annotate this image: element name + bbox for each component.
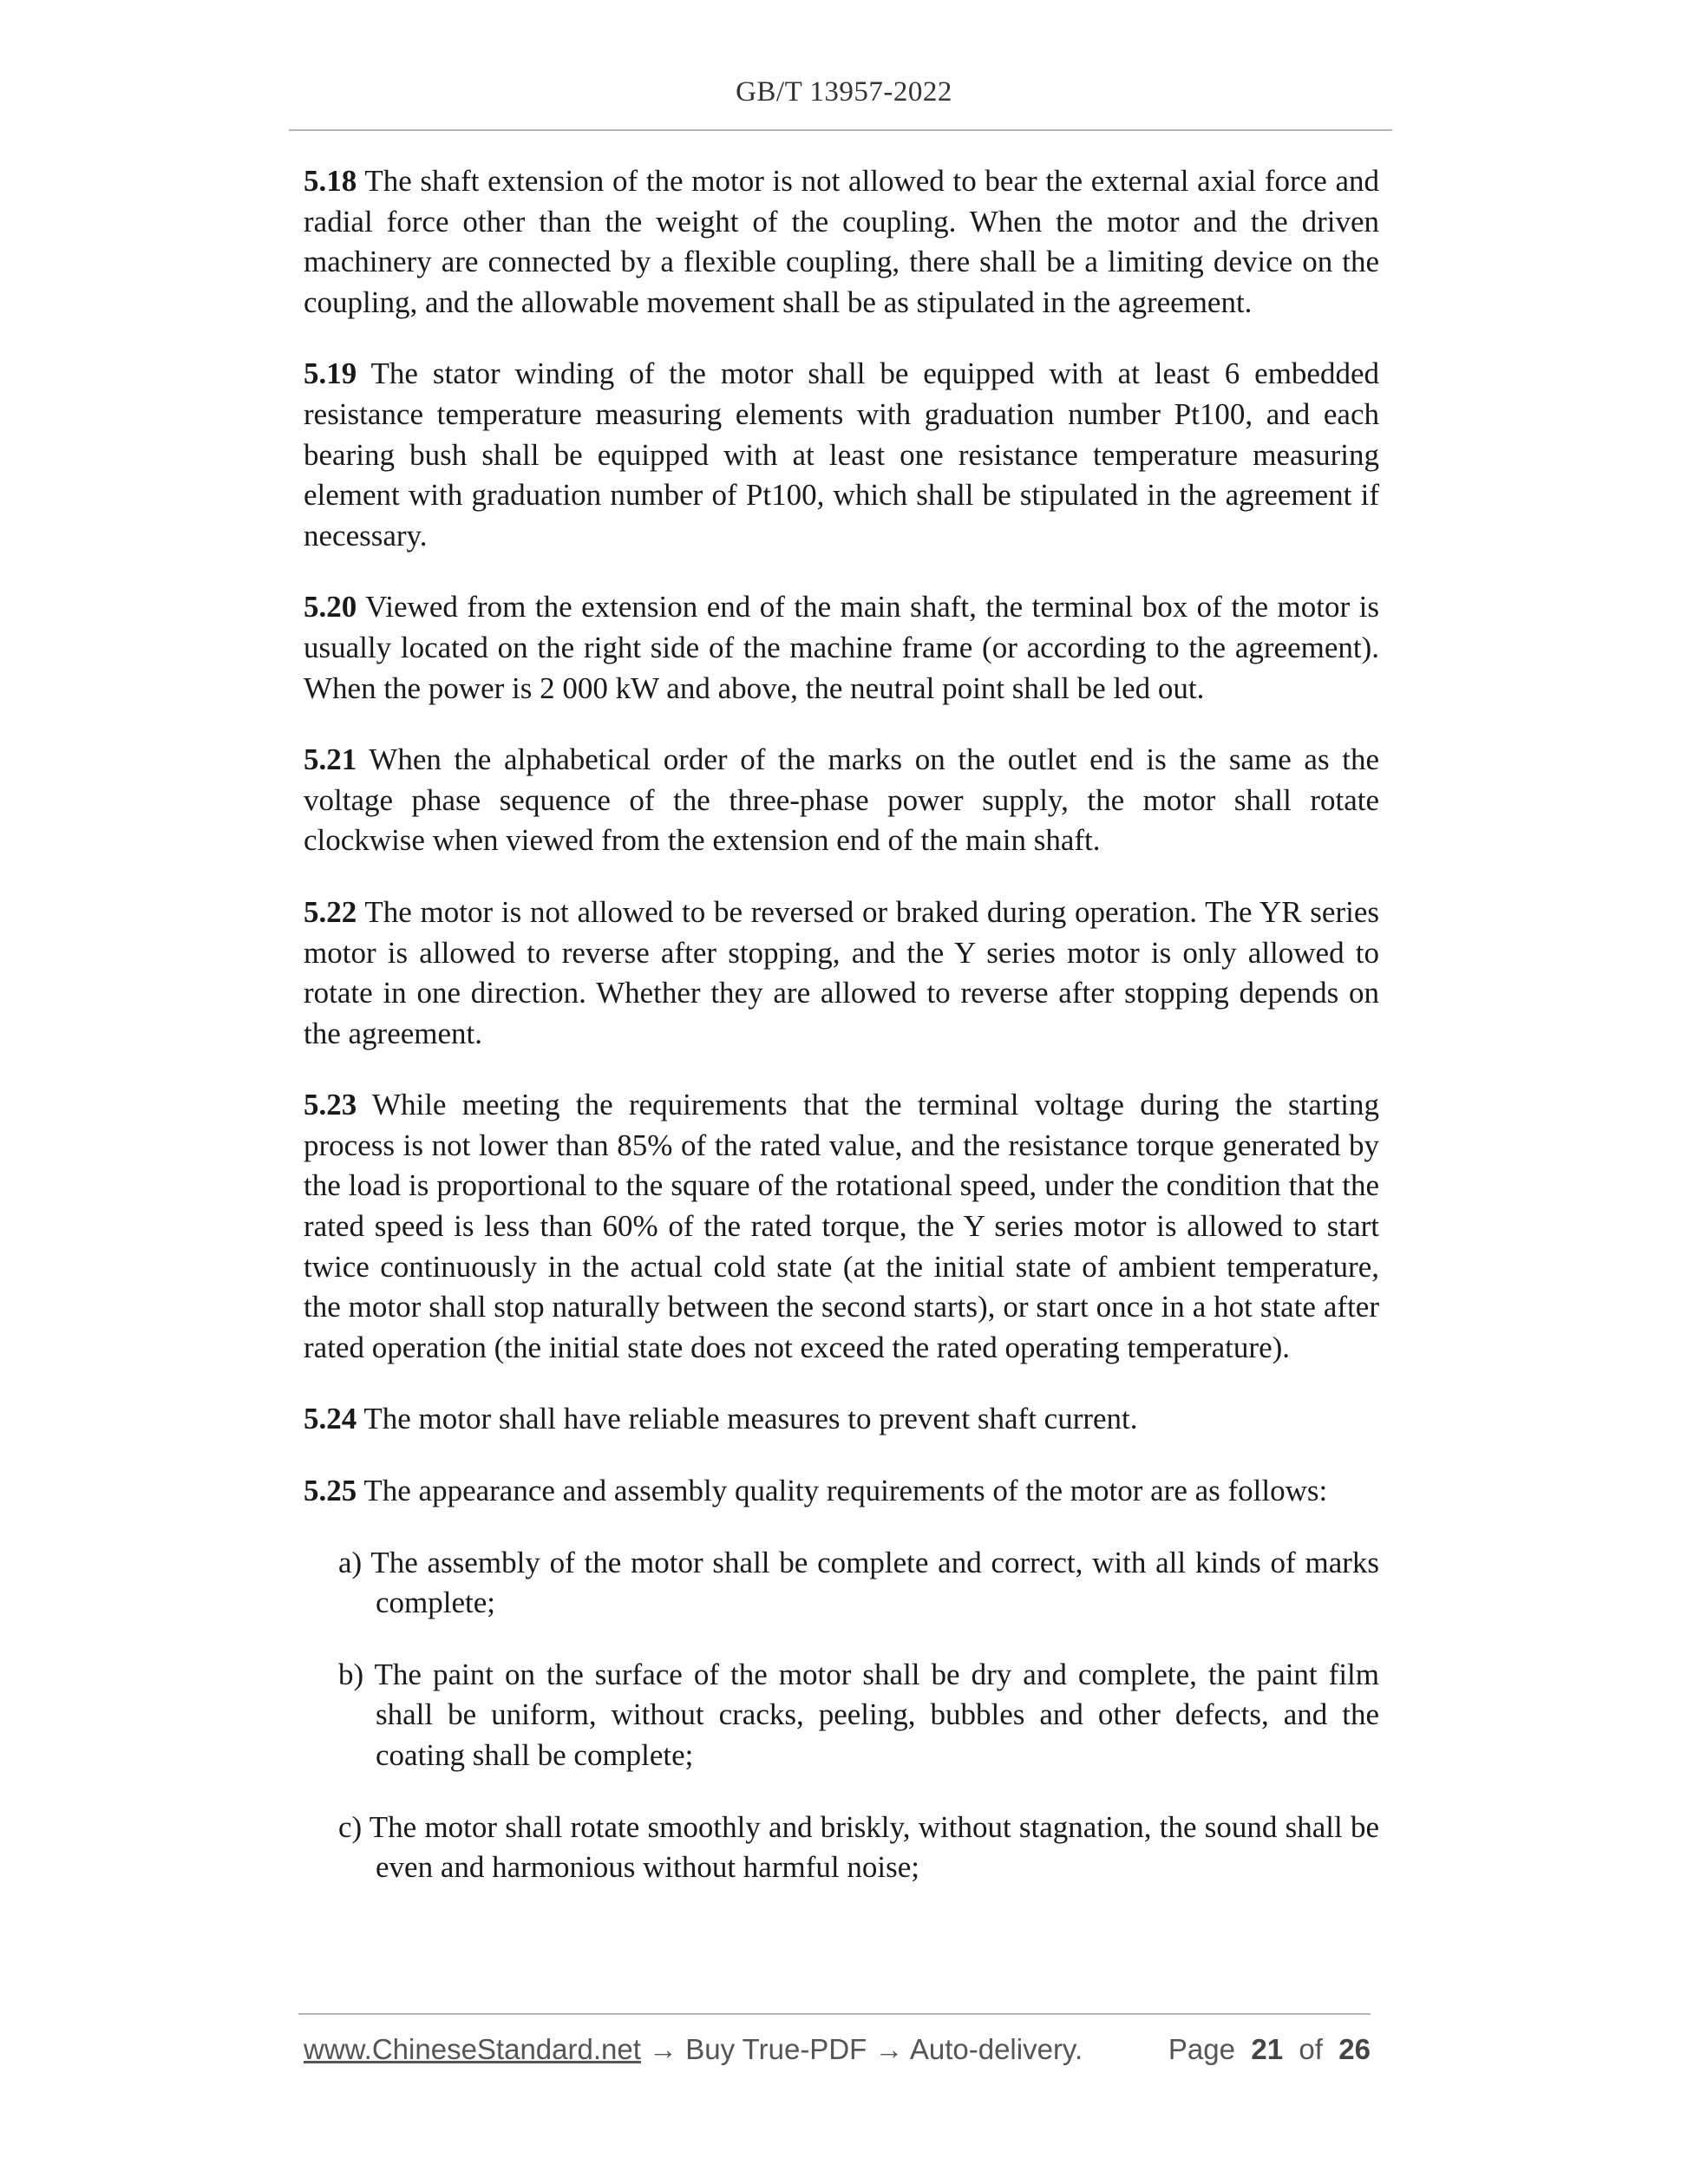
clause-text: Viewed from the extension end of the main shaft, the terminal box of the motor is usually located on the right side of the machine frame (or according to the agreement). When the power is 2 000 kW and above, the neutral point shall be led out. bbox=[304, 590, 1379, 705]
clause-number: 5.19 bbox=[304, 356, 357, 391]
clause-5-25 bbox=[304, 1471, 1379, 1512]
of-label: of bbox=[1299, 2033, 1323, 2065]
document-body bbox=[304, 161, 1379, 1919]
header-divider bbox=[289, 129, 1392, 131]
clause-text: The stator winding of the motor shall be equipped with at least 6 embedded resistance temperature measuring elements with graduation number Pt100, and each bearing bush shall be equipped with at least one resistance temperature measuring element with graduation number of Pt100, which shall be stipulated in the agreement if necessary. bbox=[304, 356, 1380, 553]
page-total: 26 bbox=[1338, 2033, 1371, 2065]
clause-number: 5.21 bbox=[304, 742, 357, 777]
clause-number: 5.24 bbox=[304, 1402, 357, 1436]
page-number: 21 bbox=[1251, 2033, 1284, 2065]
arrow-icon: → bbox=[640, 2033, 686, 2065]
page-label: Page bbox=[1168, 2033, 1235, 2065]
list-item: a) The assembly of the motor shall be complete and correct, with all kinds of marks complete; bbox=[338, 1545, 1379, 1620]
clause-number: 5.22 bbox=[304, 894, 357, 929]
list-item: b) The paint on the surface of the motor shall be dry and complete, the paint film shall be uniform, without cracks, peeling, bubbles and other defects, and the coating shall be complete; bbox=[338, 1657, 1379, 1772]
requirement-list bbox=[304, 1543, 1379, 1888]
clause-5-19 bbox=[304, 354, 1379, 556]
delivery-text: Auto-delivery. bbox=[909, 2033, 1083, 2065]
list-item: c) The motor shall rotate smoothly and briskly, without stagnation, the sound shall be even and harmonious without harmful noise; bbox=[338, 1809, 1379, 1885]
clause-text: The motor shall have reliable measures to prevent shaft current. bbox=[363, 1402, 1138, 1436]
clause-5-18 bbox=[304, 161, 1379, 323]
document-header: GB/T 13957-2022 bbox=[736, 76, 952, 108]
clause-5-21 bbox=[304, 740, 1379, 861]
page-footer bbox=[304, 2033, 1371, 2066]
clause-5-24 bbox=[304, 1399, 1379, 1440]
clause-number: 5.23 bbox=[304, 1088, 357, 1122]
footer-divider bbox=[298, 2013, 1371, 2015]
clause-text: The motor is not allowed to be reversed or braked during operation. The YR series motor is allowed to reverse after stopping, and the Y series motor is only allowed to rotate in one direction. Whether they are allowed to reverse after stopping depends on the agreement. bbox=[304, 894, 1379, 1050]
clause-5-22 bbox=[304, 893, 1379, 1054]
clause-text: The shaft extension of the motor is not allowed to bear the external axial force and radial force other than the weight of the coupling. When the motor and the driven machinery are connected by a flexible coupling, there shall be a limiting device on the coupling, and the allowable movement shall be as stipulated in the agreement. bbox=[304, 164, 1379, 319]
website-link[interactable]: www.ChineseStandard.net bbox=[304, 2033, 641, 2065]
clause-number: 5.20 bbox=[304, 590, 357, 624]
clause-5-20 bbox=[304, 587, 1379, 709]
clause-text: When the alphabetical order of the marks on the outlet end is the same as the voltage phase sequence of the three-phase power supply, the motor shall rotate clockwise when viewed from the extension end of the main shaft. bbox=[304, 742, 1379, 858]
clause-text: The appearance and assembly quality requirements of the motor are as follows: bbox=[363, 1474, 1328, 1508]
clause-number: 5.25 bbox=[304, 1474, 357, 1508]
page-indicator bbox=[1168, 2033, 1371, 2066]
arrow-icon: → bbox=[867, 2033, 910, 2065]
buy-text: Buy True-PDF bbox=[685, 2033, 867, 2065]
clause-5-23 bbox=[304, 1085, 1379, 1368]
clause-number: 5.18 bbox=[304, 164, 357, 198]
clause-text: While meeting the requirements that the terminal voltage during the starting process is not lower than 85% of the rated value, and the resistance torque generated by the load is proportional to the square of the rotational speed, under the condition that the rated speed is less than 60% of the rated torque, the Y series motor is allowed to start twice continuously in the actual cold state (at the initial state of ambient temperature, the motor shall stop naturally between the second starts), or start once in a hot state after rated operation (the initial state does not exceed the rated operating temperature). bbox=[304, 1088, 1379, 1364]
